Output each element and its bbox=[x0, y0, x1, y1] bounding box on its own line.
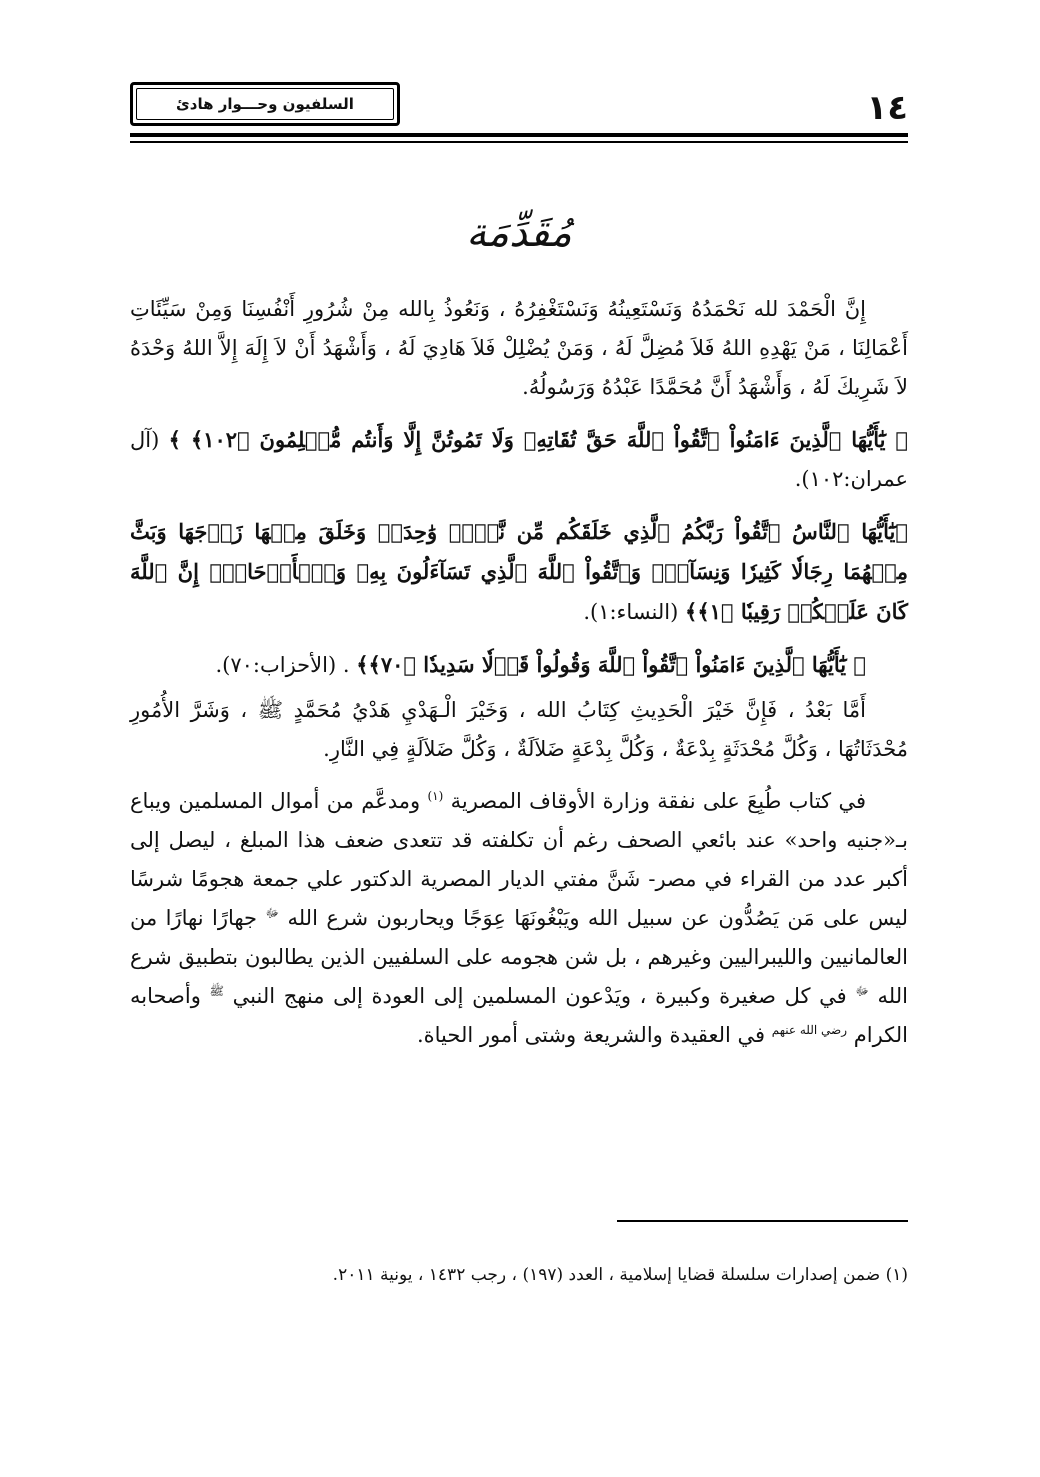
opening-paragraph: إِنَّ الْحَمْدَ لله نَحْمَدُهُ وَنَسْتَعِينُهُ وَنَسْتَغْفِرُهُ ، وَنَعُوذُ بِالله مِنْ شُرُورِ أَنْفُسِنَا وَمِنْ سَيِّئَاتِ أَعْمَالِنَا ، مَنْ يَهْدِهِ اللهُ فَلاَ مُضِلَّ لَهُ ، وَمَنْ يُضْلِلْ فَلاَ هَادِيَ لَهُ ، وَأَشْهَدُ أَنْ لاَ إِلَهَ إِلاَّ اللهُ وَحْدَهُ لاَ شَرِيكَ لَهُ ، وَأَشْهَدُ أَنَّ مُحَمَّدًا عَبْدُهُ وَرَسُولُهُ. bbox=[130, 297, 908, 399]
footnote-marker[interactable]: (١) bbox=[427, 789, 444, 803]
running-title: السلفيون وحـــوار هادئ bbox=[136, 88, 394, 120]
text-segment: في كتاب طُبِعَ على نفقة وزارة الأوقاف المصرية bbox=[450, 789, 867, 813]
verse-al-ahzab bbox=[130, 645, 908, 685]
verse-text: ﴿ يَٰٓأَيُّهَا ٱلَّذِينَ ءَامَنُواْ ٱتَّقُواْ ٱللَّهَ وَقُولُواْ قَوۡلٗا سَدِيدٗا ﴿٧٠﴾﴾ bbox=[356, 652, 866, 677]
text-segment: في كل صغيرة وكبيرة ، ويَدْعون المسلمين إلى العودة إلى منهج النبي bbox=[232, 984, 847, 1008]
main-paragraph bbox=[130, 782, 908, 1055]
chapter-heading: مُقَدِّمَة bbox=[466, 210, 572, 256]
verse-reference: (النساء:١). bbox=[583, 600, 679, 624]
amma-bad-paragraph: أَمَّا بَعْدُ ، فَإِنَّ خَيْرَ الْحَدِيثِ كِتَابُ الله ، وَخَيْرَ الْـهَدْيِ هَدْيُ مُحَمَّدٍ ﷺ ، وَشَرَّ الأُمُورِ مُحْدَثَاتُهَا ، وَكُلَّ مُحْدَثَةٍ بِدْعَةٌ ، وَكُلَّ بِدْعَةٍ ضَلاَلَةٌ ، وَكُلَّ ضَلاَلَةٍ فِي النَّارِ. bbox=[130, 698, 908, 761]
verse-al-imran bbox=[130, 420, 908, 499]
honorific-glyph: ﷻ bbox=[855, 984, 869, 998]
header-rule-thick bbox=[130, 133, 908, 137]
running-title-frame bbox=[130, 82, 400, 126]
text-segment: وأصحابه الكرام bbox=[130, 984, 908, 1047]
page-number: ١٤ bbox=[866, 88, 908, 128]
honorific-glyph: ﷺ bbox=[209, 984, 225, 998]
footnote: (١) ضمن إصدارات سلسلة قضايا إسلامية ، العدد (١٩٧) ، رجب ١٤٣٢ ، يونية ٢٠١١. bbox=[332, 1265, 908, 1285]
text-segment: جهارًا نهارًا من العالمانيين والليبراليين وغيرهم ، بل شن هجومه على السلفيين الذين يطالبون بتطبيق شرع الله bbox=[130, 906, 908, 1008]
verse-text: ﴿ يَٰٓأَيُّهَا ٱلَّذِينَ ءَامَنُواْ ٱتَّقُواْ ٱللَّهَ حَقَّ تُقَاتِهِۦ وَلَا تَمُوتُنَّ إِلَّا وَأَنتُم مُّسۡلِمُونَ ﴿١٠٢﴾ ﴾ bbox=[168, 427, 908, 452]
verse-reference: (آل عمران:١٠٢). bbox=[130, 428, 908, 491]
honorific-glyph: رضي الله عنهم bbox=[771, 1023, 848, 1037]
footnote-separator bbox=[617, 1220, 908, 1222]
header-rule-thin bbox=[130, 141, 908, 143]
verse-text: ﴿يَٰٓأَيُّهَا ٱلنَّاسُ ٱتَّقُواْ رَبَّكُمُ ٱلَّذِي خَلَقَكُم مِّن نَّفۡسٖ وَٰحِدَةٖ وَخَلَقَ مِنۡهَا زَوۡجَهَا وَبَثَّ مِنۡهُمَا رِجَالٗا كَثِيرٗا وَنِسَآءٗۚ وَٱتَّقُواْ ٱللَّهَ ٱلَّذِي تَسَآءَلُونَ بِهِۦ وَٱلۡأَرۡحَامَۚ إِنَّ ٱللَّهَ كَانَ عَلَيۡكُمۡ رَقِيبٗا ﴿١﴾﴾ bbox=[130, 519, 908, 624]
body-text bbox=[130, 290, 908, 1068]
verse-an-nisa bbox=[130, 512, 908, 632]
page-header bbox=[130, 82, 908, 152]
text-segment: في العقيدة والشريعة وشتى أمور الحياة. bbox=[416, 1023, 766, 1047]
honorific-glyph: ﷻ bbox=[265, 906, 280, 920]
verse-reference: . (الأحزاب:٧٠). bbox=[215, 653, 350, 677]
text-segment: ومدعَّم من أموال المسلمين ويباع بـ«جنيه واحد» عند بائعي الصحف رغم أن تكلفته قد تتعدى ضعف هذا المبلغ ، ليصل إلى أكبر عدد من القراء في مصر- شَنَّ مفتي الديار المصرية الدكتور علي جمعة هجومًا شرسًا ليس على مَن يَصُدُّون عن سبيل الله ويَبْغُونَهَا عِوَجًا ويحاربون شرع الله bbox=[130, 789, 908, 930]
